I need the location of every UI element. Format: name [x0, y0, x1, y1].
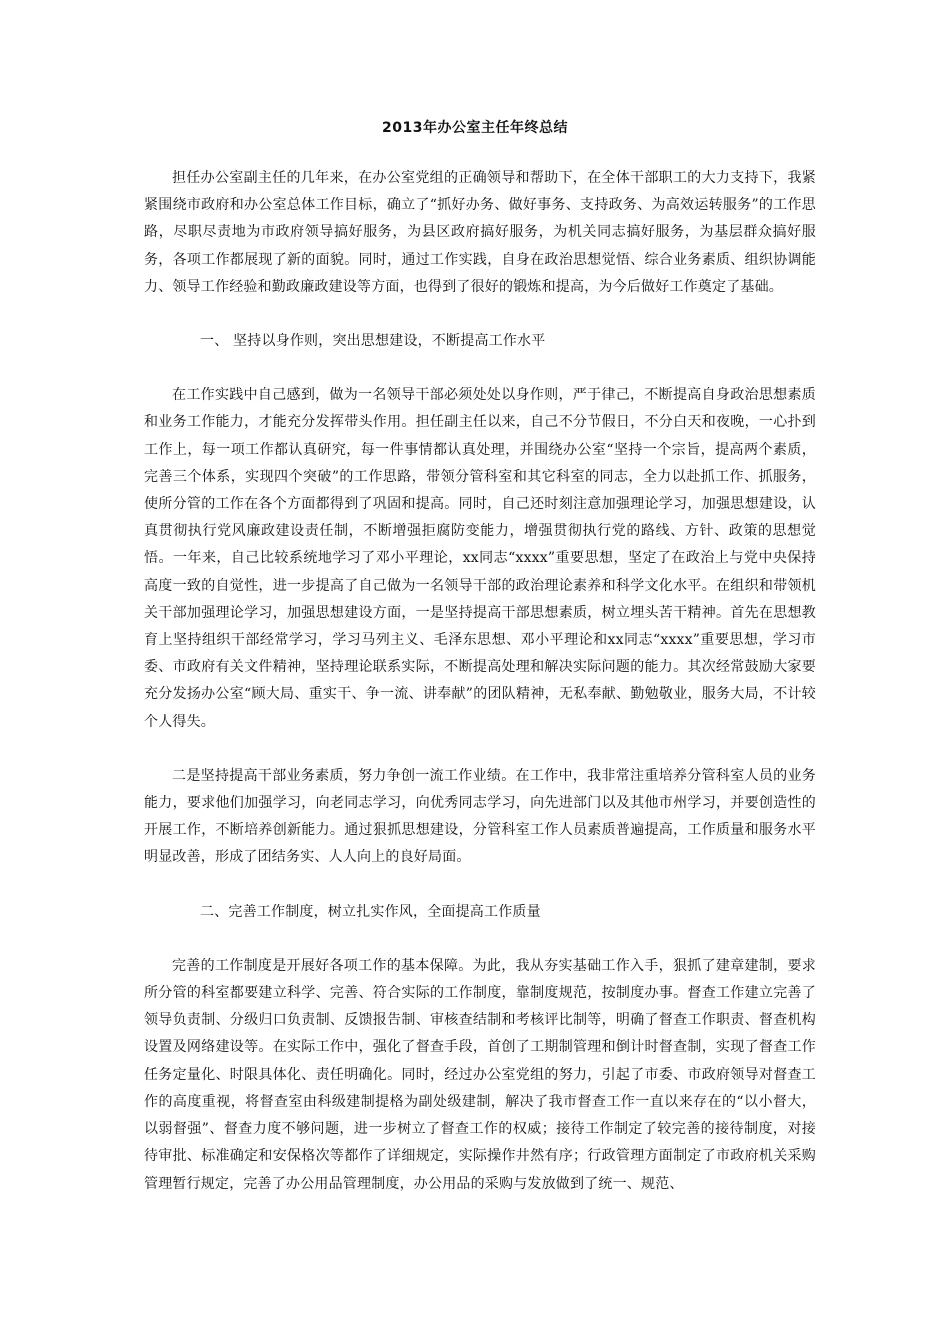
- document-body: [144, 165, 816, 1198]
- paragraph-section-1: 在工作实践中自己感到，做为一名领导干部必须处处以身作则，严于律己，不断提高自身政治思想素质和业务工作能力，才能充分发挥带头作用。担任副主任以来，自己不分节假日，不分白天和夜晚，一心扑到工作上，每一项工作都认真研究，每一件事情都认真处理，并围绕办公室“坚持一个宗旨，提高两个素质，完善三个体系，实现四个突破”的工作思路，带领分管科室和其它科室的同志，全力以赴抓工作、抓服务，使所分管的工作在各个方面都得到了巩固和提高。同时，自己还时刻注意加强理论学习，加强思想建设，认真贯彻执行党风廉政建设责任制，不断增强拒腐防变能力，增强贯彻执行党的路线、方针、政策的思想觉悟。一年来，自己比较系统地学习了邓小平理论，xx同志“xxxx”重要思想，坚定了在政治上与党中央保持高度一致的自觉性，进一步提高了自己做为一名领导干部的政治理论素养和科学文化水平。在组织和带领机关干部加强理论学习，加强思想建设方面，一是坚持提高干部思想素质，树立埋头苦干精神。首先在思想教育上坚持组织干部经常学习，学习马列主义、毛泽东思想、邓小平理论和xx同志“xxxx”重要思想，学习市委、市政府有关文件精神，坚持理论联系实际，不断提高处理和解决实际问题的能力。其次经常鼓励大家要充分发扬办公室“顾大局、重实干、争一流、讲奉献”的团队精神，无私奉献、勤勉敬业，服务大局，不计较个人得失。: [144, 387, 816, 730]
- paragraph-gap: [144, 872, 816, 899]
- section-heading-2: 二、完善工作制度，树立扎实作风，全面提高工作质量: [200, 903, 541, 920]
- paragraph-business-quality: 二是坚持提高干部业务素质，努力争创一流工作业绩。在工作中，我非常注重培养分管科室人员的业务能力，要求他们加强学习，向老同志学习，向优秀同志学习，向先进部门以及其他市州学习，并要创造性的开展工作，不断培养创新能力。通过狠抓思想建设，分管科室工作人员素质普遍提高，工作质量和服务水平明显改善，形成了团结务实、人人向上的良好局面。: [144, 767, 816, 866]
- document-title: 2013年办公室主任年终总结: [382, 120, 568, 136]
- section-heading-1: 一、 坚持以身作则，突出思想建设，不断提高工作水平: [200, 333, 546, 350]
- paragraph-gap: [144, 301, 816, 328]
- paragraph-gap: [144, 355, 816, 382]
- paragraph-gap: [144, 926, 816, 953]
- paragraph-section-2: 完善的工作制度是开展好各项工作的基本保障。为此，我从夯实基础工作入手，狠抓了建章建制，要求所分管的科室都要建立科学、完善、符合实际的工作制度，靠制度规范，按制度办事。督查工作建立完善了领导负责制、分级归口负责制、反馈报告制、审核查结制和考核评比制等，明确了督查工作职责、督查机构设置及网络建设等。在实际工作中，强化了督查手段，首创了工期制管理和倒计时督查制，实现了督查工作任务定量化、时限具体化、责任明确化。同时，经过办公室党组的努力，引起了市委、市政府领导对督查工作的高度重视，将督查室由科级建制提格为副处级建制，解决了我市督查工作一直以来存在的“以小督大，以弱督强”、督查力度不够问题，进一步树立了督查工作的权威；接待工作制定了较完善的接待制度，对接待审批、标准确定和安保格次等都作了详细规定，实际操作井然有序；行政管理方面制定了市政府机关采购管理暂行规定，完善了办公用品管理制度，办公用品的采购与发放做到了统一、规范、: [144, 957, 816, 1192]
- paragraph-gap: [144, 736, 816, 763]
- paragraph-intro: 担任办公室副主任的几年来，在办公室党组的正确领导和帮助下，在全体干部职工的大力支持下，我紧紧围绕市政府和办公室总体工作目标，确立了“抓好办务、做好事务、支持政务、为高效运转服务”的工作思路，尽职尽责地为市政府领导搞好服务，为县区政府搞好服务，为机关同志搞好服务，为基层群众搞好服务，各项工作都展现了新的面貌。同时，通过工作实践，自身在政治思想觉悟、综合业务素质、组织协调能力、领导工作经验和勤政廉政建设等方面，也得到了很好的锻炼和提高，为今后做好工作奠定了基础。: [144, 170, 816, 295]
